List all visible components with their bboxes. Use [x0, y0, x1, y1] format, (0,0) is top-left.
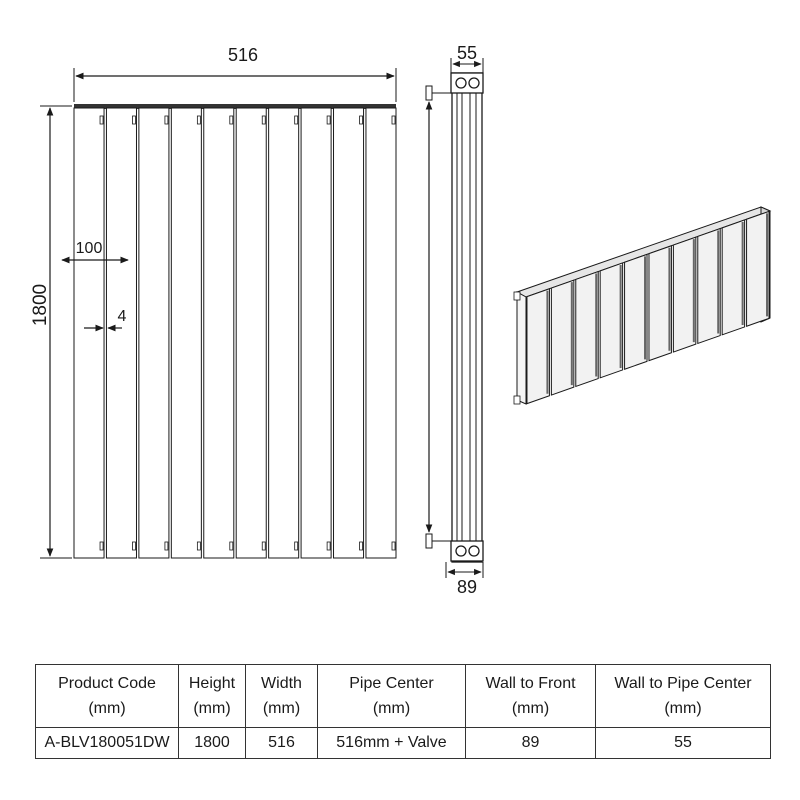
panel-clip-bottom: [230, 542, 233, 550]
panel-clip-top: [132, 116, 135, 124]
iso-panel: [698, 229, 720, 344]
front-panel: [366, 108, 396, 558]
front-panel: [106, 108, 136, 558]
front-panel: [269, 108, 299, 558]
cell-wall-to-pipe-center: 55: [596, 728, 771, 759]
panel-clip-top: [262, 116, 265, 124]
table-header-row: [36, 665, 771, 728]
front-panels: [74, 108, 396, 558]
panel-clip-top: [360, 116, 363, 124]
depth-top-label: 55: [456, 43, 478, 63]
panel-clip-bottom: [392, 542, 395, 550]
panel-clip-bottom: [165, 542, 168, 550]
front-panel: [171, 108, 201, 558]
iso-panel: [576, 272, 598, 387]
front-panel: [74, 108, 104, 558]
iso-panel: [600, 263, 622, 378]
header-unit: (mm): [193, 700, 231, 717]
header-label: Wall to Pipe Center: [614, 675, 752, 692]
header-unit: (mm): [372, 700, 411, 717]
gap-label: 4: [117, 308, 127, 325]
header-wall-to-front: [466, 665, 596, 728]
panel-clip-top: [197, 116, 200, 124]
iso-left-cap: [517, 292, 526, 404]
front-panel: [139, 108, 169, 558]
iso-panel: [722, 220, 744, 335]
panel-clip-bottom: [295, 542, 298, 550]
header-label: Product Code: [58, 675, 156, 692]
panel-clip-bottom: [132, 542, 135, 550]
front-panel: [301, 108, 331, 558]
cell-height: 1800: [179, 728, 246, 759]
cell-wall-to-front: 89: [466, 728, 596, 759]
panel-clip-bottom: [197, 542, 200, 550]
header-pipe-center: [318, 665, 466, 728]
iso-bottom-connector: [514, 396, 520, 404]
depth-bottom-label: 89: [456, 577, 478, 597]
panel-clip-top: [165, 116, 168, 124]
panel-width-label: 100: [75, 240, 103, 257]
cell-width: 516: [246, 728, 318, 759]
panel-clip-bottom: [100, 542, 103, 550]
front-panel: [236, 108, 266, 558]
cell-pipe-center: 516mm + Valve: [318, 728, 466, 759]
front-panel: [204, 108, 234, 558]
panel-clip-bottom: [327, 542, 330, 550]
panel-clip-top: [327, 116, 330, 124]
iso-panel: [551, 280, 573, 395]
iso-panel: [527, 289, 549, 404]
iso-top-connector: [514, 292, 520, 300]
cell-product-code: A-BLV180051DW: [36, 728, 179, 759]
isometric-view: [514, 207, 770, 404]
width-label: 516: [227, 45, 259, 65]
panel-clip-bottom: [360, 542, 363, 550]
panel-clip-top: [230, 116, 233, 124]
header-height: [179, 665, 246, 728]
header-unit: (mm): [664, 700, 702, 717]
header-unit: (mm): [262, 700, 301, 717]
iso-panel: [673, 237, 695, 352]
header-label: Wall to Front: [485, 675, 576, 692]
header-width: [246, 665, 318, 728]
front-panel: [334, 108, 364, 558]
table-row: [36, 728, 771, 759]
spec-table: [35, 664, 771, 759]
header-label: Pipe Center: [349, 675, 434, 692]
side-view: [426, 43, 483, 597]
panel-clip-top: [100, 116, 103, 124]
iso-panel: [649, 246, 671, 361]
iso-panels: [527, 211, 769, 403]
header-unit: (mm): [88, 700, 126, 717]
header-label: Height: [188, 675, 236, 692]
panel-clip-top: [295, 116, 298, 124]
header-unit: (mm): [511, 700, 550, 717]
panel-clip-top: [392, 116, 395, 124]
iso-panel: [747, 211, 769, 326]
header-product-code: [36, 665, 179, 728]
bottom-bracket: [426, 534, 432, 548]
header-label: Width: [261, 675, 302, 692]
panel-clip-bottom: [262, 542, 265, 550]
top-bracket: [426, 86, 432, 100]
iso-panel: [625, 254, 647, 369]
height-label: 1800: [30, 283, 51, 327]
header-wall-to-pipe-center: [596, 665, 771, 728]
front-view: [30, 45, 396, 558]
